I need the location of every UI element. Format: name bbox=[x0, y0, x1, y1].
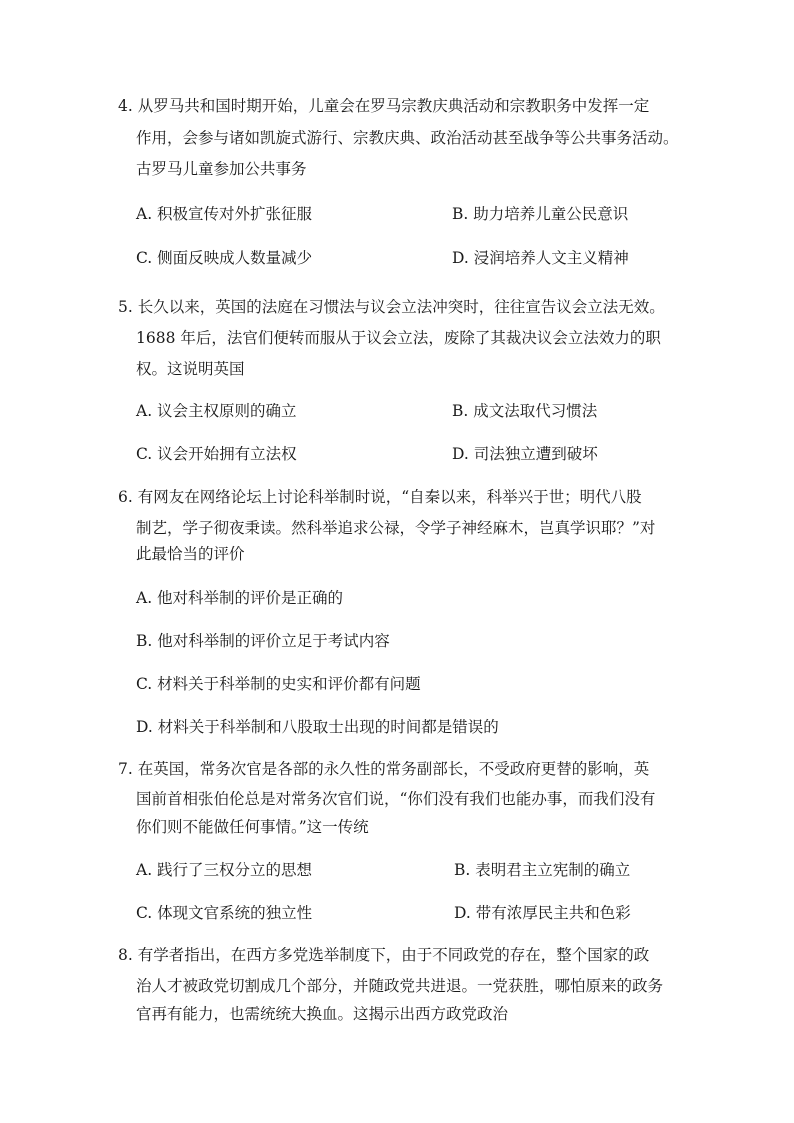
question-6-option-c[interactable]: C. 材料关于科举制的史实和评价都有问题 bbox=[136, 675, 421, 693]
question-7-option-d[interactable]: D. 带有浓厚民主共和色彩 bbox=[454, 904, 631, 922]
question-5-option-b[interactable]: B. 成文法取代习惯法 bbox=[452, 402, 598, 420]
question-8-line-3: 官再有能力，也需统统大换血。这揭示出西方政党政治 bbox=[136, 1005, 509, 1023]
question-6-option-d[interactable]: D. 材料关于科举制和八股取士出现的时间都是错误的 bbox=[136, 718, 499, 736]
question-5-line-2: 1688 年后，法官们便转而服从于议会立法，废除了其裁决议会立法效力的职 bbox=[136, 329, 661, 347]
question-5-line-3: 权。这说明英国 bbox=[136, 360, 245, 378]
question-4-line-1: 4. 从罗马共和国时期开始，儿童会在罗马宗教庆典活动和宗教职务中发挥一定 bbox=[118, 97, 650, 115]
question-5-line-1: 5. 长久以来，英国的法庭在习惯法与议会立法冲突时，往往宣告议会立法无效。 bbox=[118, 298, 665, 316]
question-7-option-b[interactable]: B. 表明君主立宪制的确立 bbox=[454, 861, 631, 879]
question-4-line-3: 古罗马儿童参加公共事务 bbox=[136, 160, 307, 178]
question-5-option-c[interactable]: C. 议会开始拥有立法权 bbox=[136, 445, 297, 463]
question-5-option-d[interactable]: D. 司法独立遭到破坏 bbox=[452, 445, 598, 463]
question-4-option-a[interactable]: A. 积极宣传对外扩张征服 bbox=[136, 205, 313, 223]
question-6-option-a[interactable]: A. 他对科举制的评价是正确的 bbox=[136, 589, 344, 607]
question-7-line-3: 你们则不能做任何事情。”这一传统 bbox=[136, 818, 369, 836]
question-7-option-c[interactable]: C. 体现文官系统的独立性 bbox=[136, 904, 313, 922]
question-4-option-b[interactable]: B. 助力培养儿童公民意识 bbox=[452, 205, 629, 223]
question-6-line-3: 此最恰当的评价 bbox=[136, 545, 245, 563]
question-8-line-1: 8. 有学者指出，在西方多党选举制度下，由于不同政党的存在，整个国家的政 bbox=[118, 946, 650, 964]
question-6-line-2: 制艺，学子彻夜秉读。然科举追求公禄，令学子神经麻木，岂真学识耶？”对 bbox=[136, 519, 656, 537]
question-6-option-b[interactable]: B. 他对科举制的评价立足于考试内容 bbox=[136, 632, 390, 650]
question-4-option-c[interactable]: C. 侧面反映成人数量减少 bbox=[136, 249, 313, 267]
question-7-option-a[interactable]: A. 践行了三权分立的思想 bbox=[136, 861, 313, 879]
question-8-line-2: 治人才被政党切割成几个部分，并随政党共进退。一党获胜，哪怕原来的政务 bbox=[136, 977, 664, 995]
question-5-option-a[interactable]: A. 议会主权原则的确立 bbox=[136, 402, 297, 420]
question-7-line-2: 国前首相张伯伦总是对常务次官们说，“你们没有我们也能办事，而我们没有 bbox=[136, 790, 656, 808]
question-7-line-1: 7. 在英国，常务次官是各部的永久性的常务副部长，不受政府更替的影响，英 bbox=[118, 760, 650, 778]
question-4-line-2: 作用，会参与诸如凯旋式游行、宗教庆典、政治活动甚至战争等公共事务活动。 bbox=[136, 129, 679, 147]
question-6-line-1: 6. 有网友在网络论坛上讨论科举制时说，“自秦以来，科举兴于世；明代八股 bbox=[118, 488, 642, 506]
question-4-option-d[interactable]: D. 浸润培养人文主义精神 bbox=[452, 249, 629, 267]
